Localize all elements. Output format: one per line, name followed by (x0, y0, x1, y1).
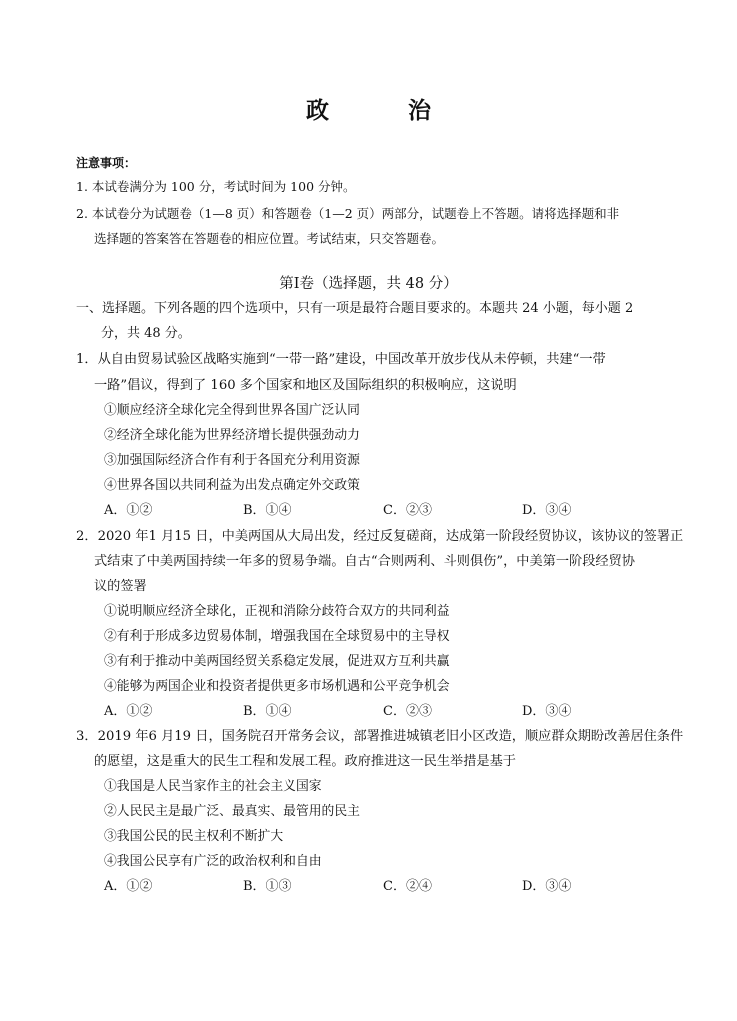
question-3-option-2: ②人民民主是最广泛、最真实、最管用的民主 (104, 804, 360, 819)
notice-heading: 注意事项： (76, 156, 137, 170)
question-2-choice-a: A．①② (104, 704, 153, 719)
question-2-choice-d: D．③④ (522, 704, 572, 719)
question-3-choice-d: D．③④ (522, 879, 572, 894)
question-2-option-3: ③有利于推动中美两国经贸关系稳定发展，促进双方互利共赢 (104, 654, 450, 669)
question-1-option-2: ②经济全球化能为世界经济增长提供强劲动力 (104, 428, 360, 443)
question-3-option-1: ①我国是人民当家作主的社会主义国家 (104, 779, 322, 794)
question-2-stem-line-3: 议的签署 (94, 579, 147, 594)
question-1-stem-line-1: 1．从自由贸易试验区战略实施到“一带一路”建设，中国改革开放步伐从未停顿，共建“一带 (76, 352, 606, 367)
question-2-stem-line-2: 式结束了中美两国持续一年多的贸易争端。自古“合则两利、斗则俱伤”，中美第一阶段经贸协 (94, 554, 635, 569)
question-2-option-2: ②有利于形成多边贸易体制，增强我国在全球贸易中的主导权 (104, 629, 450, 644)
question-3-stem-line-2: 的愿望，这是重大的民生工程和发展工程。政府推进这一民生举措是基于 (94, 754, 516, 769)
question-1-choice-a: A．①② (104, 503, 153, 518)
question-1-option-3: ③加强国际经济合作有利于各国充分利用资源 (104, 453, 360, 468)
notice-item-2: 2. 本试卷分为试题卷（1—8 页）和答题卷（1—2 页）两部分，试题卷上不答题。请将选择题和非 (76, 206, 620, 221)
section-instruction: 一、选择题。下列各题的四个选项中，只有一项是最符合题目要求的。本题共 24 小题，每小题 2 (76, 301, 634, 316)
question-3-choice-a: A．①② (104, 879, 153, 894)
question-2-stem-line-1: 2．2020 年1 月15 日，中美两国从大局出发，经过反复磋商，达成第一阶段经贸协议，该协议的签署正 (76, 529, 684, 544)
question-1-stem-line-2: 一路”倡议，得到了 160 多个国家和地区及国际组织的积极响应，这说明 (94, 378, 517, 393)
section-instruction-continued: 分，共 48 分。 (101, 326, 191, 341)
question-1-option-1: ①顺应经济全球化完全得到世界各国广泛认同 (104, 403, 360, 418)
question-3-choice-b: B．①③ (243, 879, 292, 894)
question-2-option-4: ④能够为两国企业和投资者提供更多市场机遇和公平竞争机会 (104, 679, 450, 694)
question-1-choice-c: C．②③ (383, 503, 432, 518)
question-3-option-4: ④我国公民享有广泛的政治权利和自由 (104, 854, 322, 869)
question-3-stem-line-1: 3．2019 年6 月19 日，国务院召开常务会议，部署推进城镇老旧小区改造，顺应群众期盼改善居住条件 (76, 729, 684, 744)
question-1-choice-d: D．③④ (522, 503, 572, 518)
question-2-option-1: ①说明顺应经济全球化，正视和消除分歧符合双方的共同利益 (104, 604, 450, 619)
question-3-option-3: ③我国公民的民主权利不断扩大 (104, 829, 284, 844)
question-3-choice-c: C．②④ (383, 879, 432, 894)
page-title: 政 治 (306, 97, 459, 124)
question-2-choice-b: B．①④ (243, 704, 292, 719)
question-2-choice-c: C．②③ (383, 704, 432, 719)
notice-item-2-continued: 选择题的答案答在答题卷的相应位置。考试结束，只交答题卷。 (94, 231, 445, 246)
part1-title: 第Ⅰ卷（选择题，共 48 分） (279, 276, 458, 292)
notice-item-1: 1. 本试卷满分为 100 分，考试时间为 100 分钟。 (76, 179, 356, 194)
question-1-option-4: ④世界各国以共同利益为出发点确定外交政策 (104, 478, 360, 493)
question-1-choice-b: B．①④ (243, 503, 292, 518)
